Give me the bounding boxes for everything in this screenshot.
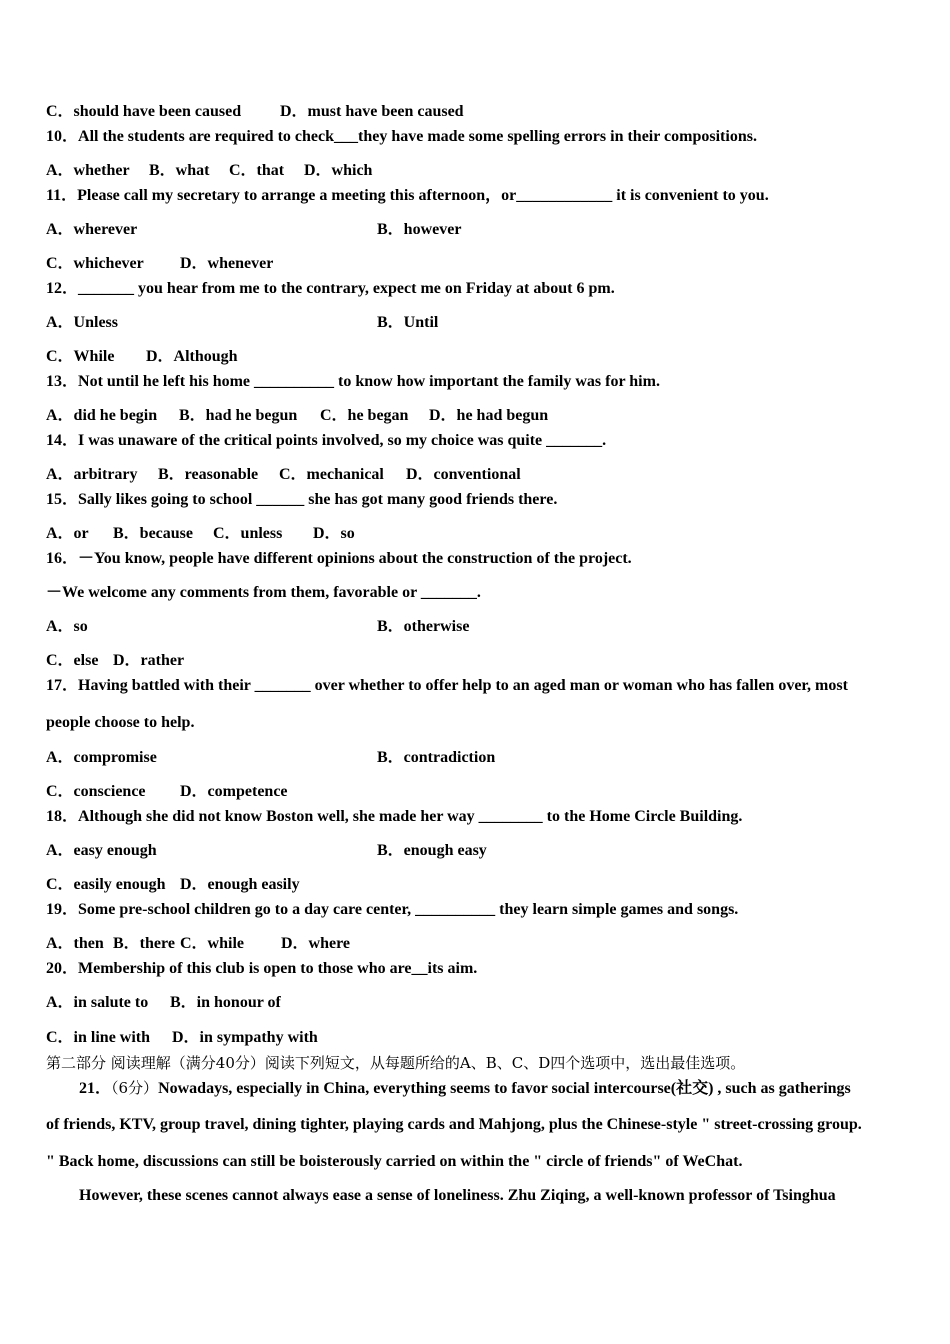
option-a: A．wherever xyxy=(46,221,138,238)
option-d: D．whenever xyxy=(180,255,274,272)
question-number: 12． xyxy=(46,280,79,297)
passage-paragraph-1-line-1 xyxy=(79,1078,851,1099)
question-10-options xyxy=(46,161,372,181)
passage-text: Nowadays, especially in China, everything seems to favor social intercourse(社交) , such as gatherings xyxy=(158,1080,851,1097)
option-b: B．however xyxy=(377,221,462,238)
option-a: A．then xyxy=(46,935,104,952)
question-14-options xyxy=(46,465,521,485)
question-number: 14． xyxy=(46,432,79,449)
question-12 xyxy=(46,279,615,299)
question-15 xyxy=(46,490,557,510)
question-number: 10． xyxy=(46,128,79,145)
question-18-options-ab xyxy=(46,841,487,861)
q9-option-d: D．must have been caused xyxy=(280,103,464,120)
option-b: B．contradiction xyxy=(377,749,496,766)
option-d: D．Although xyxy=(146,348,238,365)
option-b: B．otherwise xyxy=(377,618,470,635)
question-16-dialogue-reply xyxy=(46,583,481,603)
question-11 xyxy=(46,186,769,206)
question-text: All the students are required to check___they have made some spelling errors in their compositions. xyxy=(78,128,757,145)
option-a: A．easy enough xyxy=(46,842,157,859)
question-text: Please call my secretary to arrange a meeting this afternoon，or____________ it is convenient to you. xyxy=(77,187,769,204)
q9-option-c: C．should have been caused xyxy=(46,103,242,120)
question-16-options-cd xyxy=(46,651,184,671)
question-20-options-cd xyxy=(46,1028,318,1048)
question-15-options xyxy=(46,524,355,544)
option-d: D．rather xyxy=(113,652,185,669)
option-b: B．in honour of xyxy=(170,994,281,1011)
question-number: 19． xyxy=(46,901,79,918)
question-10 xyxy=(46,127,757,147)
question-text: Although she did not know Boston well, she made her way ________ to the Home Circle Building. xyxy=(78,808,743,825)
option-c: C．while xyxy=(180,935,245,952)
question-text: Sally likes going to school ______ she has got many good friends there. xyxy=(78,491,558,508)
question-18 xyxy=(46,807,742,827)
question-17-options-ab xyxy=(46,748,495,768)
option-c: C．While xyxy=(46,348,115,365)
question-score: （6分） xyxy=(111,1079,159,1097)
question-17-options-cd xyxy=(46,782,288,802)
passage-paragraph-1-line-2: of friends, KTV, group travel, dining tighter, playing cards and Mahjong, plus the Chinese-style " street-crossing group. xyxy=(46,1116,862,1133)
question-16 xyxy=(46,549,632,569)
question-number: 20． xyxy=(46,960,79,977)
passage-paragraph-1-line-3: " Back home, discussions can still be boisterously carried on within the " circle of friends" of WeChat. xyxy=(46,1153,743,1170)
option-a: A．in salute to xyxy=(46,994,149,1011)
question-13 xyxy=(46,372,660,392)
question-number: 16． xyxy=(46,550,79,567)
question-number: 11． xyxy=(46,187,78,204)
option-d: D．in sympathy with xyxy=(172,1029,318,1046)
question-12-options-cd xyxy=(46,347,238,367)
option-b: B．reasonable xyxy=(158,466,259,483)
question-11-options-ab xyxy=(46,220,461,240)
option-c: C．else xyxy=(46,652,99,669)
question-11-options-cd xyxy=(46,254,273,274)
option-c: C．mechanical xyxy=(279,466,384,483)
option-b: B．because xyxy=(113,525,194,542)
question-text: Some pre-school children go to a day care center, __________ they learn simple games and songs. xyxy=(78,901,739,918)
option-b: B．Until xyxy=(377,314,439,331)
question-number: 18． xyxy=(46,808,79,825)
option-d: D．which xyxy=(304,162,373,179)
option-b: B．what xyxy=(149,162,210,179)
option-a: A．whether xyxy=(46,162,130,179)
option-a: A．Unless xyxy=(46,314,119,331)
question-13-options xyxy=(46,406,548,426)
question-number: 21． xyxy=(79,1080,112,1097)
section-heading: 第二部分 阅读理解（满分40分）阅读下列短文，从每题所给的A、B、C、D四个选项中，选出最佳选项。 xyxy=(46,1054,746,1072)
option-b: B．there xyxy=(113,935,175,952)
option-d: D．he had begun xyxy=(429,407,549,424)
question-19 xyxy=(46,900,738,920)
q9-options-cd xyxy=(46,102,464,122)
option-a: A．did he begin xyxy=(46,407,158,424)
question-number: 17． xyxy=(46,677,79,694)
question-text: _______ you hear from me to the contrary, expect me on Friday at about 6 pm. xyxy=(78,280,615,297)
question-17-line2 xyxy=(46,713,194,733)
question-number: 13． xyxy=(46,373,79,390)
question-19-options xyxy=(46,934,350,954)
option-c: C．he began xyxy=(320,407,409,424)
passage-paragraph-2-line-1: However, these scenes cannot always ease a sense of loneliness. Zhu Ziqing, a well-known professor of Tsinghua xyxy=(79,1187,836,1204)
option-d: D．enough easily xyxy=(180,876,300,893)
option-d: D．competence xyxy=(180,783,288,800)
question-text: －You know, people have different opinions about the construction of the project. xyxy=(78,550,632,567)
option-d: D．conventional xyxy=(406,466,521,483)
option-b: B．had he begun xyxy=(179,407,298,424)
question-text-continued: －We welcome any comments from them, favorable or _______. xyxy=(46,584,481,601)
question-text-continued: people choose to help. xyxy=(46,714,195,731)
option-c: C．in line with xyxy=(46,1029,151,1046)
option-c: C．easily enough xyxy=(46,876,166,893)
question-18-options-cd xyxy=(46,875,300,895)
option-c: C．that xyxy=(229,162,285,179)
option-d: D．so xyxy=(313,525,355,542)
option-c: C．unless xyxy=(213,525,283,542)
question-17 xyxy=(46,676,848,696)
question-number: 15． xyxy=(46,491,79,508)
question-text: I was unaware of the critical points involved, so my choice was quite _______. xyxy=(78,432,607,449)
question-20 xyxy=(46,959,477,979)
option-a: A．compromise xyxy=(46,749,157,766)
question-12-options-ab xyxy=(46,313,438,333)
option-b: B．enough easy xyxy=(377,842,487,859)
option-a: A．so xyxy=(46,618,88,635)
question-text: Membership of this club is open to those who are__its aim. xyxy=(78,960,478,977)
option-c: C．whichever xyxy=(46,255,144,272)
question-text: Not until he left his home __________ to know how important the family was for him. xyxy=(78,373,660,390)
option-a: A．arbitrary xyxy=(46,466,138,483)
question-20-options-ab xyxy=(46,993,281,1013)
question-16-options-ab xyxy=(46,617,469,637)
option-a: A．or xyxy=(46,525,89,542)
option-c: C．conscience xyxy=(46,783,146,800)
option-d: D．where xyxy=(281,935,351,952)
question-14 xyxy=(46,431,606,451)
question-text: Having battled with their _______ over whether to offer help to an aged man or woman who has fallen over, most xyxy=(78,677,848,694)
